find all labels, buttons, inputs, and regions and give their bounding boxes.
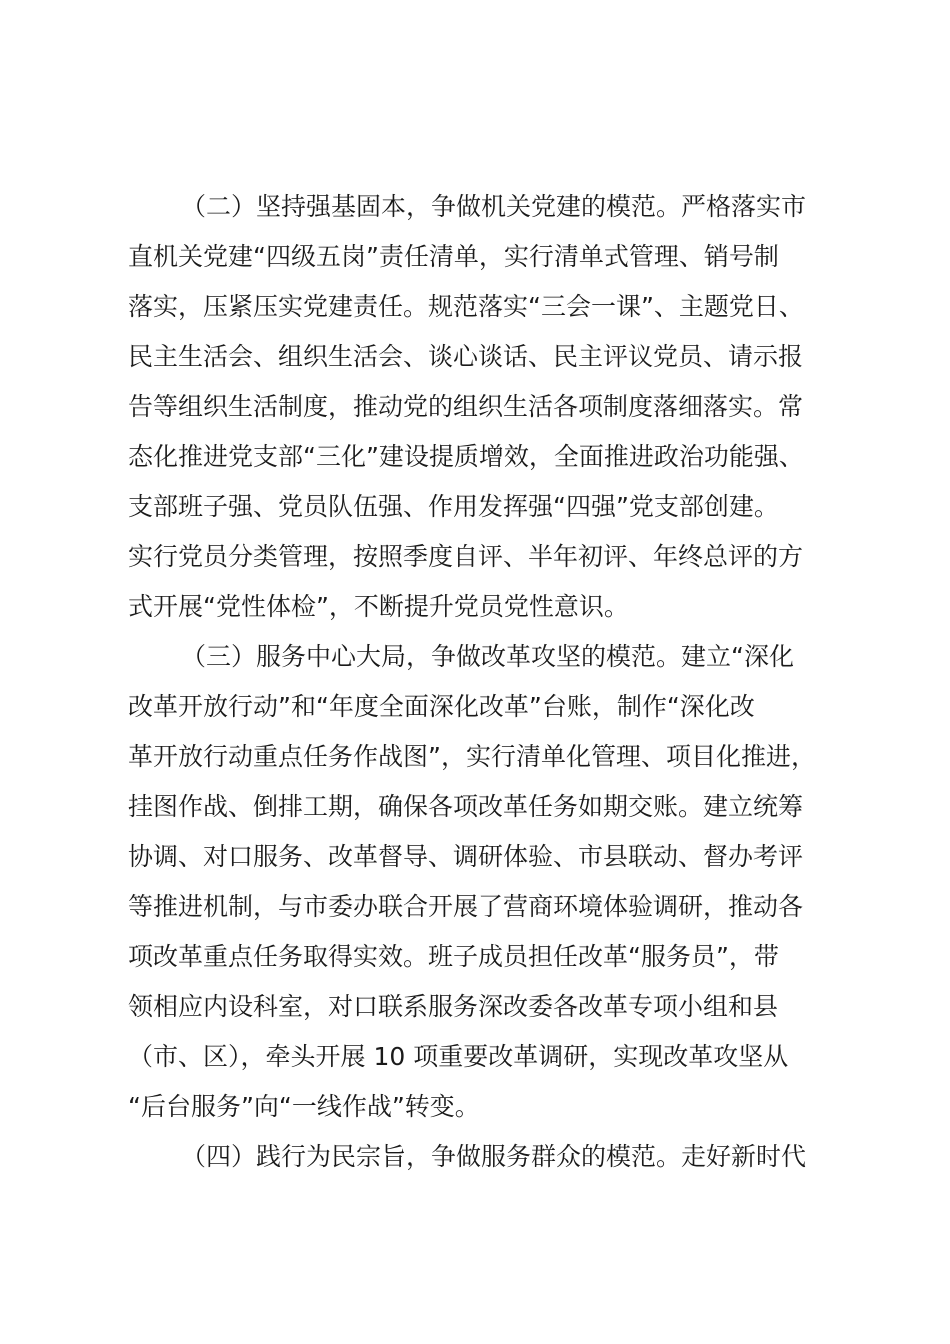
text-line: 支部班子强、党员队伍强、作用发挥强“四强”党支部创建。 <box>128 492 779 521</box>
text-line: 实行党员分类管理，按照季度自评、半年初评、年终总评的方 <box>128 542 804 571</box>
text-line: 领相应内设科室，对口联系服务深改委各改革专项小组和县 <box>128 992 779 1021</box>
text-line: 落实，压紧压实党建责任。规范落实“三会一课”、主题党日、 <box>128 292 804 321</box>
text-line: （四）践行为民宗旨，争做服务群众的模范。走好新时代 <box>181 1142 807 1171</box>
body-text <box>128 182 858 1182</box>
text-line: 革开放行动重点任务作战图”，实行清单化管理、项目化推进， <box>128 742 816 771</box>
text-line: （二）坚持强基固本，争做机关党建的模范。严格落实市 <box>181 192 807 221</box>
text-line: “后台服务”向“一线作战”转变。 <box>128 1092 480 1121</box>
text-line: 挂图作战、倒排工期，确保各项改革任务如期交账。建立统筹 <box>128 792 804 821</box>
text-line: 等推进机制，与市委办联合开展了营商环境体验调研，推动各 <box>128 892 804 921</box>
text-line: 民主生活会、组织生活会、谈心谈话、民主评议党员、请示报 <box>128 342 804 371</box>
text-line: 式开展“党性体检”，不断提升党员党性意识。 <box>128 592 629 621</box>
text-line: 直机关党建“四级五岗”责任清单，实行清单式管理、销号制 <box>128 242 779 271</box>
text-line: 协调、对口服务、改革督导、调研体验、市县联动、督办考评 <box>128 842 804 871</box>
text-line: 告等组织生活制度，推动党的组织生活各项制度落细落实。常 <box>128 392 804 421</box>
text-line: 改革开放行动”和“年度全面深化改革”台账，制作“深化改 <box>128 692 755 721</box>
text-line: （市、区），牵头开展 10 项重要改革调研，实现改革攻坚从 <box>128 1042 789 1071</box>
text-line: （三）服务中心大局，争做改革攻坚的模范。建立“深化 <box>181 642 794 671</box>
text-line: 项改革重点任务取得实效。班子成员担任改革“服务员”，带 <box>128 942 779 971</box>
text-line: 态化推进党支部“三化”建设提质增效，全面推进政治功能强、 <box>128 442 804 471</box>
